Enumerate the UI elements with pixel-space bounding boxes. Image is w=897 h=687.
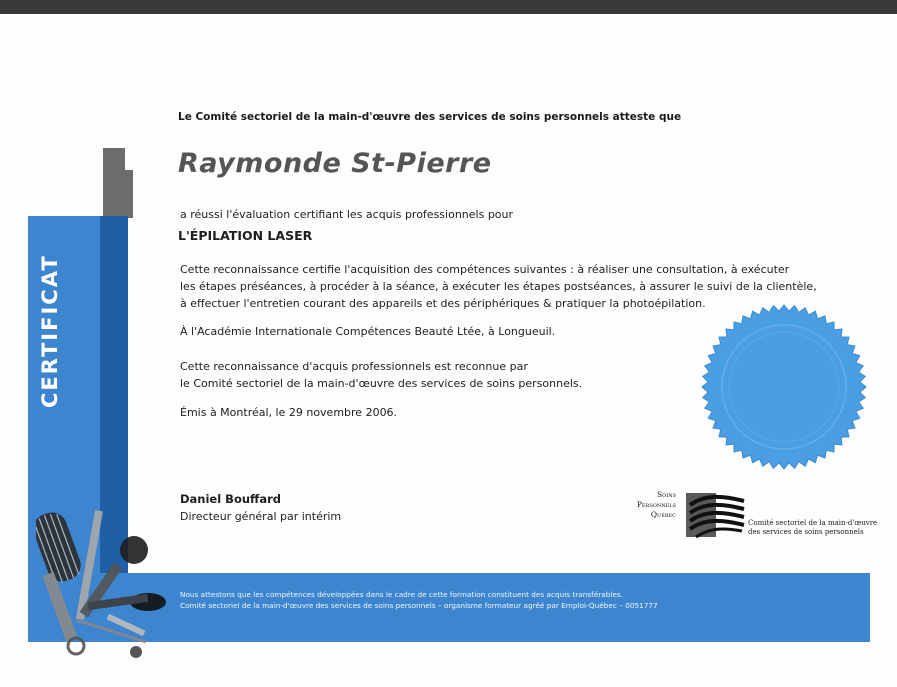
competencies-line: à effectuer l'entretien courant des appareils et des périphériques & pratiquer la photoépilation. xyxy=(180,297,706,310)
footer-line: Nous attestons que les compétences développées dans le cadre de cette formation constituent des acquis transférables. xyxy=(180,590,623,599)
institution-line: À l'Académie Internationale Compétences Beauté Ltée, à Longueuil. xyxy=(180,325,556,338)
grey-accent-notch xyxy=(125,148,147,170)
achievement-line: a réussi l'évaluation certifiant les acquis professionnels pour xyxy=(180,208,514,221)
competencies-line: les étapes préséances, à procéder à la séance, à exécuter les étapes postséances, à assurer le suivi de la clientèle, xyxy=(180,280,817,293)
competencies-line: Cette reconnaissance certifie l'acquisition des compétences suivantes : à réaliser une consultation, à exécuter xyxy=(180,263,790,276)
recipient-name: Raymonde St-Pierre xyxy=(178,148,492,179)
logo-caption-line: des services de soins personnels xyxy=(748,528,864,536)
seal-icon xyxy=(701,304,867,470)
beauty-tools-icon xyxy=(36,502,176,660)
attestation-line: Le Comité sectoriel de la main-d'œuvre des services de soins personnels atteste que xyxy=(178,111,682,123)
scan-top-edge xyxy=(0,0,897,14)
signer-title: Directeur général par intérim xyxy=(180,510,342,523)
logo-caption-line: Comité sectoriel de la main-d'œuvre xyxy=(748,519,878,527)
logo-wordmark xyxy=(598,490,676,520)
certificate-side-label: CERTIFICAT xyxy=(38,254,62,408)
logo-caption xyxy=(748,519,877,537)
signer-name: Daniel Bouffard xyxy=(180,492,282,506)
recognition-line: le Comité sectoriel de la main-d'œuvre des services de soins personnels. xyxy=(180,377,583,390)
footer-line: Comité sectoriel de la main-d'œuvre des services de soins personnels – organisme formateur agréé par Emploi-Québec – 0051777 xyxy=(180,601,658,610)
logo-text-line: Personnels xyxy=(636,500,676,509)
specialty-title: L'ÉPILATION LASER xyxy=(178,228,313,243)
recognition-paragraph xyxy=(180,358,582,392)
logo-text-line: Soins xyxy=(656,490,676,499)
recognition-line: Cette reconnaissance d'acquis professionnels est reconnue par xyxy=(180,360,528,373)
logo-waves-icon xyxy=(686,491,746,539)
issued-line: Émis à Montréal, le 29 novembre 2006. xyxy=(180,406,398,419)
logo-text-line: Québec xyxy=(650,510,676,519)
